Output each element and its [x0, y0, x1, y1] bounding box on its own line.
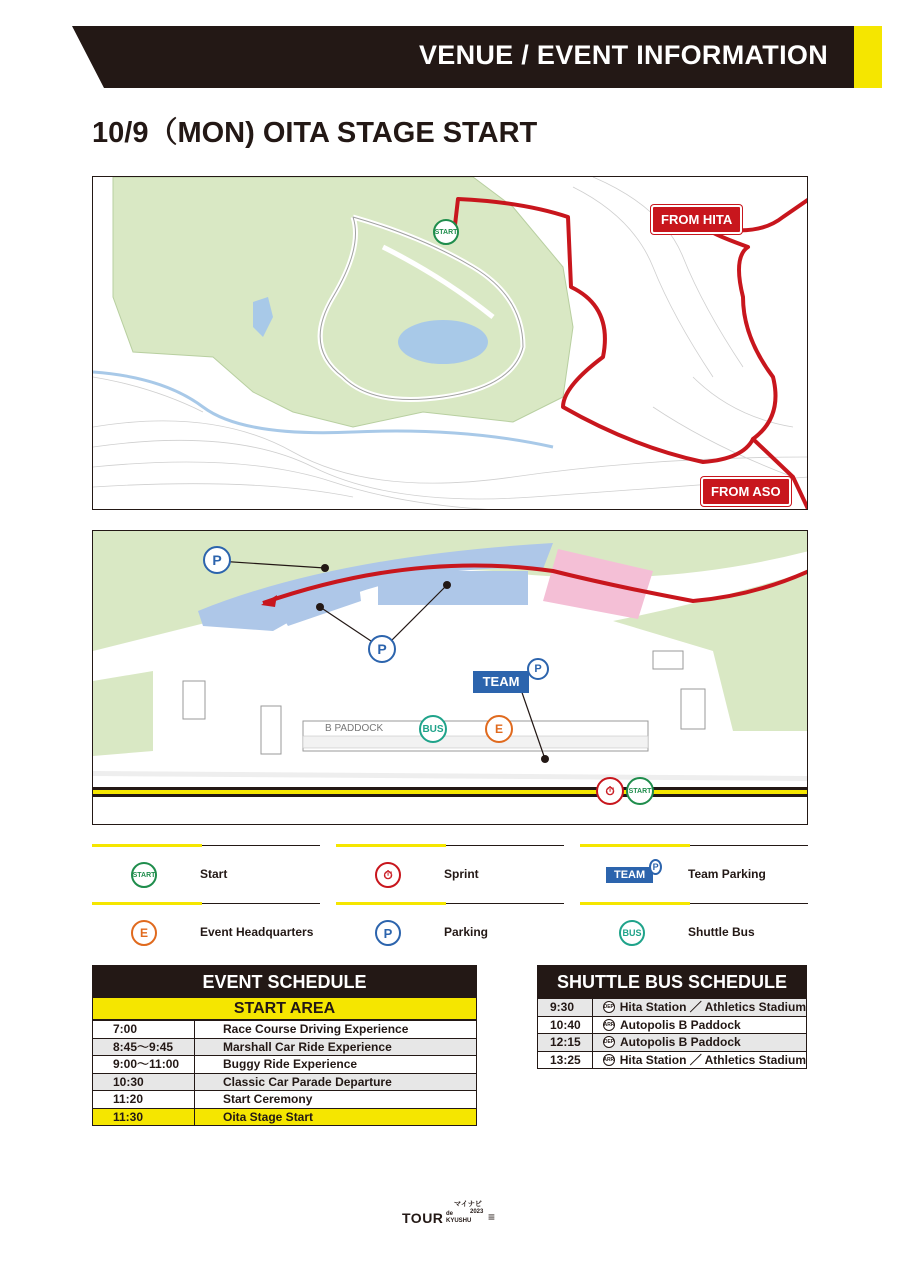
logo-sponsor: マイナビ: [454, 1201, 482, 1208]
row-event: Buggy Ride Experience: [223, 1057, 358, 1071]
row-event: Classic Car Parade Departure: [223, 1074, 392, 1089]
team-icon: TEAM: [606, 867, 653, 883]
legend-item-start: [92, 845, 320, 903]
row-time: 11:30: [93, 1109, 195, 1126]
row-time: 13:25: [538, 1052, 593, 1069]
legend-item-team-parking: [580, 845, 808, 903]
event-schedule-table: [92, 965, 477, 1126]
legend-label: Start: [200, 867, 228, 881]
logo-subtext: de KYUSHU: [446, 1211, 472, 1224]
event-hq-icon: E: [131, 920, 157, 946]
row-event: Oita Stage Start: [223, 1109, 314, 1124]
table-row: [538, 998, 806, 1016]
stopwatch-icon: ⏱: [375, 862, 401, 888]
departure-tag-icon: DEP: [603, 1001, 615, 1013]
team-parking-p-icon: P: [527, 658, 549, 680]
row-destination: Autopolis B Paddock: [620, 1017, 741, 1032]
row-destination: Autopolis B Paddock: [620, 1035, 741, 1049]
shuttle-schedule-rows: [538, 998, 806, 1068]
legend-item-shuttle-bus: [580, 903, 808, 961]
tour-de-kyushu-logo: [398, 1198, 504, 1228]
row-time: 10:30: [93, 1074, 195, 1091]
header-accent-bar: [854, 26, 882, 88]
table-row: [93, 1038, 476, 1056]
bus-icon: BUS: [619, 920, 645, 946]
row-event: Race Course Driving Experience: [223, 1022, 409, 1036]
shuttle-bus-schedule-table: [537, 965, 807, 1069]
from-aso-label: FROM ASO: [701, 477, 791, 506]
table-row: [93, 1073, 476, 1091]
row-time: 9:30: [538, 999, 593, 1016]
row-destination: Hita Station ／ Athletics Stadium: [619, 1052, 806, 1067]
paddock-map: [92, 530, 808, 825]
start-marker-icon: START: [433, 219, 459, 245]
event-schedule-rows: [93, 1020, 476, 1125]
row-time: 11:20: [93, 1091, 195, 1108]
logo-year: 2023: [470, 1209, 484, 1215]
parking-p-icon: P: [649, 859, 662, 875]
start-marker-icon: START: [626, 777, 654, 805]
row-event: Marshall Car Ride Experience: [223, 1039, 392, 1054]
row-time: 7:00: [93, 1021, 195, 1038]
paddock-label: B PADDOCK: [325, 723, 384, 734]
legend-label: Event Headquarters: [200, 925, 314, 939]
table-row: [93, 1020, 476, 1038]
legend-item-event-hq: [92, 903, 320, 961]
event-hq-marker-icon: E: [485, 715, 513, 743]
overview-map: [92, 176, 808, 510]
legend-item-parking: [336, 903, 564, 961]
legend-label: Sprint: [444, 867, 479, 881]
table-row-highlight: [93, 1108, 476, 1126]
map-legend: [92, 845, 808, 955]
departure-tag-icon: DEP: [603, 1036, 615, 1048]
sprint-marker-icon: ⏱: [596, 777, 624, 805]
legend-label: Shuttle Bus: [688, 925, 755, 939]
parking-marker-icon: P: [203, 546, 231, 574]
legend-label: Team Parking: [688, 867, 766, 881]
legend-label: Parking: [444, 925, 489, 939]
row-destination: Hita Station ／ Athletics Stadium: [619, 1000, 806, 1014]
header-title: VENUE / EVENT INFORMATION: [418, 40, 828, 70]
shuttle-schedule-title: SHUTTLE BUS SCHEDULE: [538, 966, 806, 998]
event-schedule-title: EVENT SCHEDULE: [93, 966, 476, 998]
logo-emblem-icon: ≡: [488, 1210, 496, 1224]
parking-marker-icon: P: [368, 635, 396, 663]
event-schedule-subtitle: START AREA: [93, 998, 476, 1020]
start-icon: START: [131, 862, 157, 888]
table-row: [538, 1016, 806, 1034]
table-row: [93, 1090, 476, 1108]
row-time: 8:45～9:45: [93, 1039, 195, 1056]
table-row: [538, 1051, 806, 1069]
legend-item-sprint: [336, 845, 564, 903]
table-row: [538, 1033, 806, 1051]
row-event: Start Ceremony: [223, 1092, 313, 1106]
arrival-tag-icon: ARR: [603, 1054, 615, 1066]
shuttle-bus-marker-icon: BUS: [419, 715, 447, 743]
page-title: 10/9（MON) OITA STAGE START: [92, 117, 538, 149]
row-time: 12:15: [538, 1034, 593, 1051]
row-time: 9:00～11:00: [93, 1056, 195, 1073]
row-time: 10:40: [538, 1017, 593, 1034]
logo-text: TOUR: [402, 1210, 444, 1226]
arrival-tag-icon: ARR: [603, 1019, 615, 1031]
parking-icon: P: [375, 920, 401, 946]
team-parking-label: TEAM: [473, 671, 529, 693]
table-row: [93, 1055, 476, 1073]
from-hita-label: FROM HITA: [651, 205, 742, 234]
